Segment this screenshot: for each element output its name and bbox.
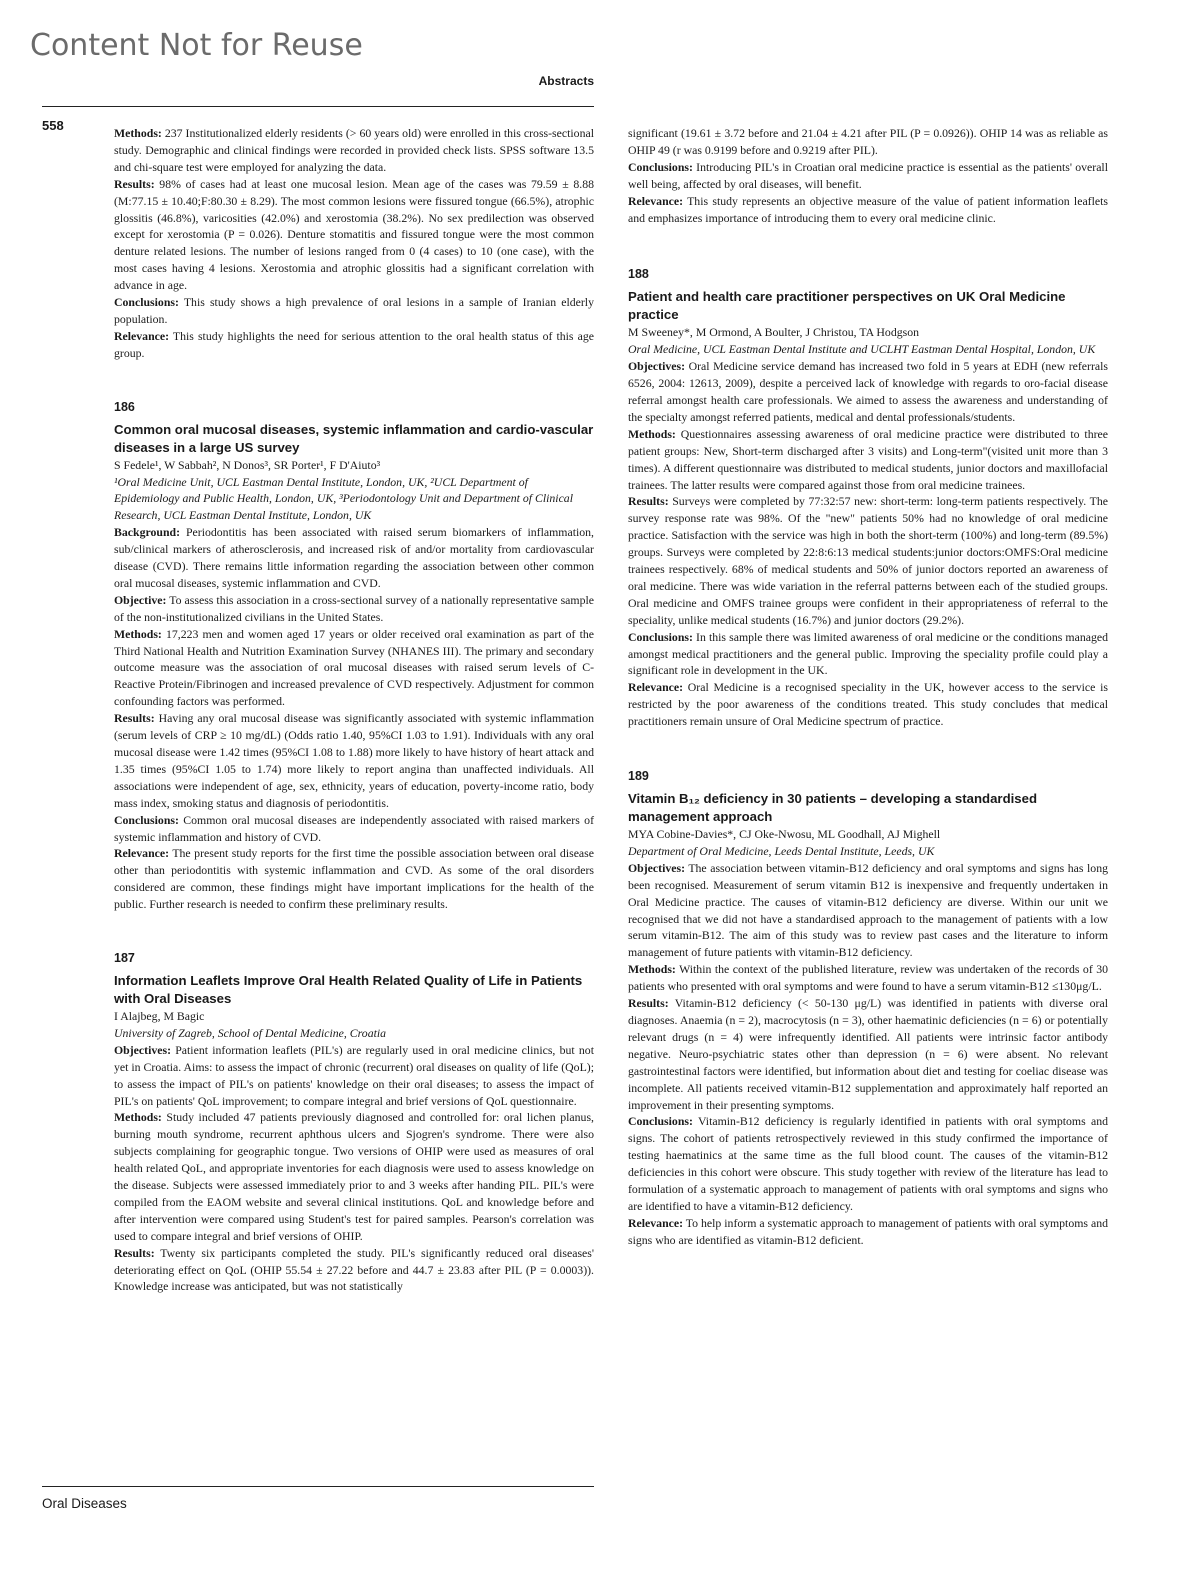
section-label: Relevance: xyxy=(628,1215,684,1230)
abstract-authors: MYA Cobine-Davies*, CJ Oke-Nwosu, ML Goodhall, AJ Mighell xyxy=(628,827,941,841)
section-text: Common oral mucosal diseases are independently associated with raised markers of systemic inflammation and history of CVD. xyxy=(114,812,594,844)
section-text: Vitamin-B12 deficiency (< 50-130 μg/L) was identified in patients with diverse oral diagnoses. Anaemia (n = 2), macrocytosis (n = 3), other haematinic deficiencies (n = 6) or potentially relevant drugs (n = 4) were infrequently identified. All patients were intrinsic factor antibody negative. Neuro-psychiatric states other than depression (n = 6) were absent. No relevant gastrointestinal factors were identified, but information about diet and testing for coeliac disease was incomplete. All patients received vitamin-B12 supplementation and approximately half reported an improvement in their presenting symptoms. xyxy=(628,996,1108,1112)
section-text: Within the context of the published literature, review was undertaken of the records of 30 patients who presented with oral symptoms and were found to have a serum vitamin-B12 ≤130μg/L. xyxy=(628,962,1108,994)
section-text: significant (19.61 ± 3.72 before and 21.04 ± 4.21 after PIL (P = 0.0926)). OHIP 14 was as reliable as OHIP 49 (r was 0.9199 before and 0.9219 after PIL). xyxy=(628,126,1108,157)
section-text: The present study reports for the first time the possible association between oral disease other than periodontitis with systemic inflammation and CVD. As some of the oral disorders considered are common, these findings might have important implications for the health of the public. Further research is needed to confirm these preliminary results. xyxy=(114,846,594,912)
section-paragraph xyxy=(114,845,594,913)
abstract-number: 186 xyxy=(114,399,135,414)
section-text: This study highlights the need for serious attention to the oral health status of this age group. xyxy=(114,328,594,360)
section-text: Questionnaires assessing awareness of oral medicine practice were distributed to three patient groups: New, Short-term discharged after 3 visits) and Long-term"(visited unit more than 3 times). A different questionnaire was distributed to medical students, junior doctors and maxillofacial trainees. The latter results were compared against those from oral medicine trainees. xyxy=(628,426,1108,492)
section-paragraph xyxy=(114,1245,594,1296)
section-text: Oral Medicine service demand has increased two fold in 5 years at EDH (new referrals 6526, 2004: 12613, 2009), despite a perceived lack of knowledge with regards to oro-facial disease referral amongst health care professionals. We aimed to assess the awareness and understanding of the specialty amongst referred patients, medical and dental professionals/students. xyxy=(628,359,1108,424)
section-label: Conclusions: xyxy=(114,812,179,827)
abstract-number: 187 xyxy=(114,951,135,966)
section-label: Methods: xyxy=(628,426,676,441)
section-label: Results: xyxy=(114,711,155,726)
section-paragraph xyxy=(114,176,594,294)
section-text: To assess this association in a cross-sectional survey of a nationally representative sample of the non-institutionalized civilians in the United States. xyxy=(114,592,594,624)
section-text: Periodontitis has been associated with raised serum biomarkers of inflammation, sub/clinical markers of atherosclerosis, and increased risk of and/or mortality from cardiovascular disease (CVD). There remains little information regarding the association between other common oral mucosal diseases, systemic inflammation and CVD. xyxy=(114,525,594,590)
section-paragraph xyxy=(628,493,1108,628)
abstract-title: Information Leaflets Improve Oral Health Related Quality of Life in Patients with Oral Diseases xyxy=(114,972,583,1006)
section-text: Surveys were completed by 77:32:57 new: short-term: long-term patients respectively. The survey response rate was 98%. Of the "new" patients 50% had no knowledge of oral medicine practice. Satisfaction with the service was high in both the short-term (100%) and long-term (89.5%) groups. Surveys were completed by 22:8:6:13 medical students:junior doctors:OMFS:Oral medicine trainees respectively. 68% of medical students and 50% of junior doctors reported an awareness of oral medicine. There was wide variation in the referral patterns between each of the studied groups. Oral medicine and OMFS trainee groups were confident in their appropriateness of referral to the speciality, unlike medical students (16.7%) and junior doctors (29.2%). xyxy=(628,494,1108,627)
section-label: Methods: xyxy=(114,626,162,641)
journal-name: Oral Diseases xyxy=(42,1496,127,1511)
section-label: Methods: xyxy=(114,126,162,140)
section-label: Methods: xyxy=(628,962,676,977)
section-label: Results: xyxy=(114,1245,155,1260)
section-text: This study shows a high prevalence of oral lesions in a sample of Iranian elderly population. xyxy=(114,295,594,326)
page-number: 558 xyxy=(42,118,64,133)
abstract-187-continuation xyxy=(628,125,1108,226)
section-text: Oral Medicine is a recognised speciality in the UK, however access to the service is restricted by the poor awareness of the conditions treated. This study concludes that medical practitioners remain unsure of Oral Medicine spectrum of practice. xyxy=(628,680,1108,729)
section-label: Conclusions: xyxy=(628,1114,693,1129)
abstract-title: Patient and health care practitioner perspectives on UK Oral Medicine practice xyxy=(628,289,1066,323)
section-label: Conclusions: xyxy=(628,159,693,174)
section-text: Study included 47 patients previously diagnosed and controlled for: oral lichen planus, burning mouth syndrome, recurrent aphthous ulcers and Sjogren's syndrome. There were also subjects complaining for geographic tongue. Two versions of OHIP were used as measures of oral health related QoL, and appropriate inventories for each diagnosis were used to assess knowledge on the disease. Subjects were assessed immediately prior to and 3 weeks after handing PIL. PIL's were compiled from the EAOM website and several clinical institutions. QoL and knowledge before and after intervention were compared using Student's test for paired samples. Pearson's correlation was used to compare integral and brief versions of OHIP. xyxy=(114,1110,594,1243)
abstract-188 xyxy=(628,266,1108,730)
abstract-affiliation: University of Zagreb, School of Dental Medicine, Croatia xyxy=(114,1025,387,1040)
section-paragraph xyxy=(628,1215,1108,1249)
section-paragraph xyxy=(114,125,594,176)
right-column xyxy=(628,125,1108,1249)
abstract-title: Vitamin B₁₂ deficiency in 30 patients – developing a standardised management approach xyxy=(628,791,1038,824)
section-paragraph xyxy=(114,328,594,362)
section-label: Objectives: xyxy=(628,860,685,875)
abstract-affiliation: ¹Oral Medicine Unit, UCL Eastman Dental Institute, London, UK, ²UCL Department of Epidemiology and Public Health, London, UK, ³Periodontology Unit and Department of Clinical Research, UCL Eastman Dental Institute, London, UK xyxy=(114,474,573,523)
section-label: Conclusions: xyxy=(114,295,179,310)
section-paragraph xyxy=(114,812,594,846)
section-paragraph xyxy=(114,1042,594,1110)
section-paragraph xyxy=(114,1109,594,1244)
section-label: Methods: xyxy=(114,1110,162,1125)
section-text: Twenty six participants completed the study. PIL's significantly reduced oral diseases' deteriorating effect on QoL (OHIP 55.54 ± 27.22 before and 44.7 ± 23.83 after PIL (P = 0.0003)). Knowledge increase was anticipated, but was not statistically xyxy=(114,1245,594,1294)
abstract-continuation xyxy=(114,125,594,362)
abstract-189 xyxy=(628,768,1108,1249)
section-paragraph xyxy=(628,860,1108,961)
abstract-number: 189 xyxy=(628,769,649,784)
section-text: This study represents an objective measure of the value of patient information leaflets and emphasizes importance of introducing them to every oral medicine clinic. xyxy=(628,193,1108,225)
section-paragraph xyxy=(628,159,1108,193)
section-paragraph xyxy=(114,710,594,811)
section-text: 17,223 men and women aged 17 years or older received oral examination as part of the Third National Health and Nutrition Examination Survey (NHANES III). The primary and secondary outcome measure was the association of oral mucosal diseases with raised serum levels of C-Reactive Protein/Fibrinogen and increased prevalence of CVD respectively. Adjustment for common confounding factors was performed. xyxy=(114,626,594,709)
section-text: 98% of cases had at least one mucosal lesion. Mean age of the cases was 79.59 ± 8.88 (M:77.15 ± 10.40;F:80.30 ± 8.29). The most common lesions were fissured tongue (66.5%), atrophic glossitis (46.8%), varicosities (42.0%) and xerostomia (38.2%). No sex predilection was observed except for xerostomia (P = 0.026). Denture stomatitis and fissured tongue were the most common denture related lesions. The number of lesions ranged from 0 (4 cases) to 10 (one case), with the most cases having 4 lesions. Xerostomia and atrophic glossitis had a significant correlation with advance in age. xyxy=(114,176,594,293)
header-rule xyxy=(42,106,594,107)
section-paragraph xyxy=(628,426,1108,494)
section-paragraph xyxy=(628,358,1108,426)
section-label: Background: xyxy=(114,525,180,540)
section-paragraph xyxy=(114,626,594,711)
section-label: Objective: xyxy=(114,592,167,607)
footer-rule xyxy=(42,1486,594,1487)
section-text: In this sample there was limited awareness of oral medicine or the conditions managed amongst medical practitioners and the general public. Improving the speciality profile could play a significant role in development in the UK. xyxy=(628,629,1108,678)
section-label: Relevance: xyxy=(114,328,170,343)
abstract-186 xyxy=(114,399,594,913)
section-paragraph xyxy=(114,294,594,328)
abstract-title: Common oral mucosal diseases, systemic inflammation and cardio-vascular diseases in a large US survey xyxy=(114,421,594,455)
abstract-affiliation: Oral Medicine, UCL Eastman Dental Institute and UCLHT Eastman Dental Hospital, London, UK xyxy=(628,342,1096,357)
abstract-187 xyxy=(114,950,594,1295)
section-label: Results: xyxy=(114,176,155,191)
section-label: Objectives: xyxy=(114,1042,171,1057)
section-label: Results: xyxy=(628,996,669,1011)
section-paragraph xyxy=(628,961,1108,995)
section-paragraph xyxy=(628,125,1108,159)
section-text: Vitamin-B12 deficiency is regularly identified in patients with oral symptoms and signs. The cohort of patients retrospectively reviewed in this study confirmed the importance of testing haematinics at the same time as the full blood count. The causes of the vitamin-B12 deficiencies in this cohort were obscure. This study together with review of the literature has lead to formulation of a systematic approach to management of patients with oral symptoms and signs who are identified to have a vitamin-B12 deficiency. xyxy=(628,1114,1108,1213)
section-paragraph xyxy=(628,679,1108,730)
section-text: The association between vitamin-B12 deficiency and oral symptoms and signs has long been recognised. Measurement of serum vitamin B12 is inexpensive and frequently undertaken in Oral Medicine practice. The causes of vitamin-B12 deficiency are diverse. Within our unit we recognised that we did not have a standardised approach to the management of patients with a low serum vitamin-B12. The aim of this study was to review past cases and the literature to inform management of future patients with vitamin-B12 deficiency. xyxy=(628,860,1108,960)
section-label: Results: xyxy=(628,494,669,509)
watermark: Content Not for Reuse xyxy=(30,28,363,63)
section-label: Conclusions: xyxy=(628,629,693,644)
section-paragraph xyxy=(114,592,594,626)
abstract-authors: I Alajbeg, M Bagic xyxy=(114,1008,205,1023)
section-text: Patient information leaflets (PIL's) are regularly used in oral medicine clinics, but not yet in Croatia. Aims: to assess the impact of chronic (recurrent) oral diseases on quality of life (QoL); to assess the impact of PIL's on patients' knowledge on their oral diseases; to assess the impact of PIL's on patients' QoL improvement; to compare integral and brief versions of QoL questionnaire. xyxy=(114,1042,594,1108)
section-text: Introducing PIL's in Croatian oral medicine practice is essential as the patients' overall well being, affected by oral diseases, will benefit. xyxy=(628,159,1108,191)
left-column xyxy=(114,125,594,1295)
section-label: Objectives: xyxy=(628,359,685,374)
section-paragraph xyxy=(628,1113,1108,1214)
section-paragraph xyxy=(628,629,1108,680)
section-label: Relevance: xyxy=(114,846,170,861)
section-paragraph xyxy=(628,193,1108,227)
abstract-number: 188 xyxy=(628,267,649,282)
abstract-affiliation: Department of Oral Medicine, Leeds Dental Institute, Leeds, UK xyxy=(628,843,935,858)
abstract-authors: M Sweeney*, M Ormond, A Boulter, J Christou, TA Hodgson xyxy=(628,325,919,340)
section-text: 237 Institutionalized elderly residents (> 60 years old) were enrolled in this cross-sectional study. Demographic and clinical findings were recorded in provided check lists. SPSS software 13.5 and chi-square test were employed for analyzing the data. xyxy=(114,126,594,174)
abstract-authors: S Fedele¹, W Sabbah², N Donos³, SR Porter¹, F D'Aiuto³ xyxy=(114,457,381,472)
running-head: Abstracts xyxy=(538,74,594,88)
section-paragraph xyxy=(628,995,1108,1113)
section-label: Relevance: xyxy=(628,193,684,208)
section-text: To help inform a systematic approach to management of patients with oral symptoms and signs who are identified as vitamin-B12 deficient. xyxy=(628,1215,1108,1247)
section-paragraph xyxy=(114,524,594,592)
section-label: Relevance: xyxy=(628,680,684,695)
section-text: Having any oral mucosal disease was significantly associated with systemic inflammation (serum levels of CRP ≥ 10 mg/dL) (Odds ratio 1.40, 95%CI 1.03 to 1.91). Individuals with any oral mucosal disease were 1.42 times (95%CI 1.08 to 1.88) more likely to have history of heart attack and 1.35 times (95%CI 1.05 to 1.74) more likely to report angina than unaffected individuals. All associations were independent of age, sex, ethnicity, years of education, poverty-income ratio, body mass index, smoking status and diagnosis of periodontitis. xyxy=(114,711,594,810)
